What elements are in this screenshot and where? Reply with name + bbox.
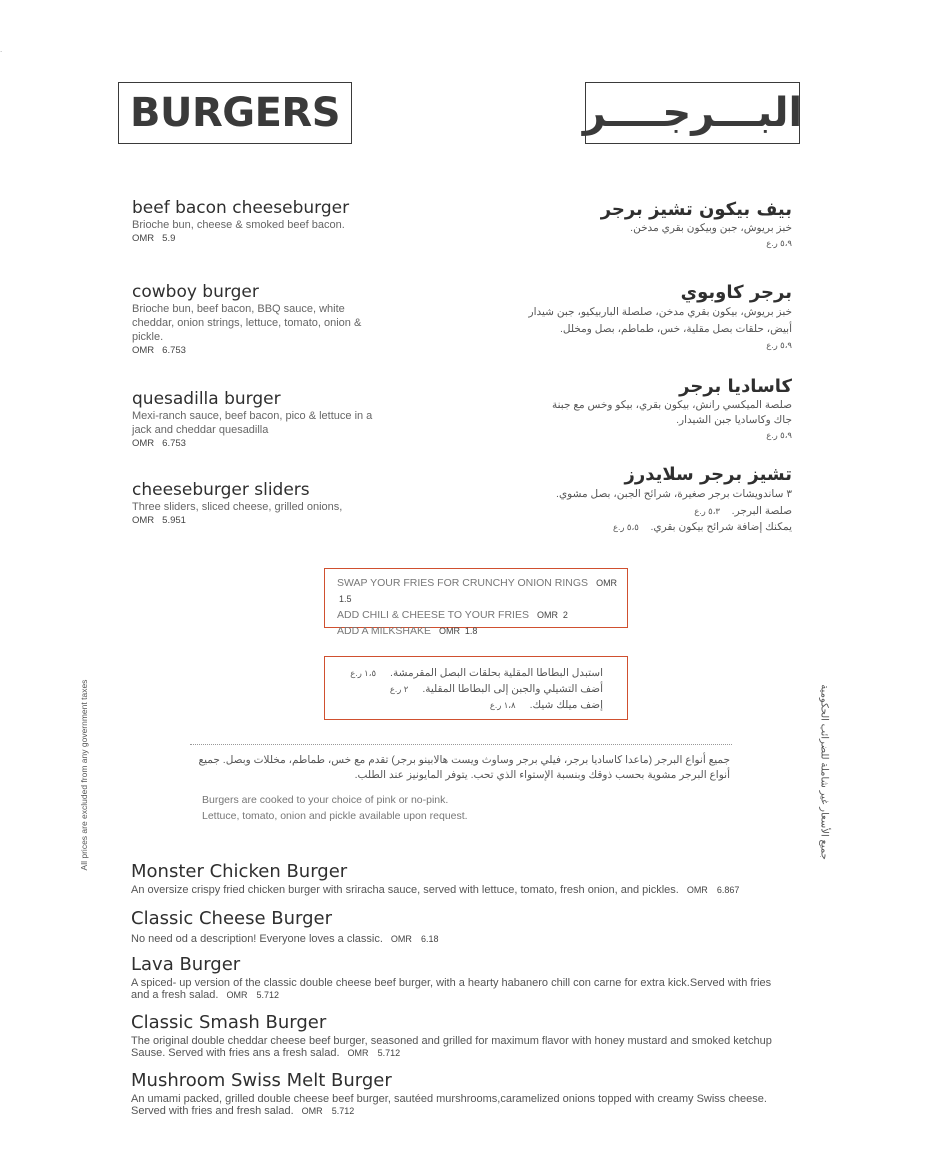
menu-item-ar: [522, 376, 792, 442]
item-desc-ar: خبز بريوش، بيكون بقري مدخن، صلصلة الباربيكيو، جبن شيدار: [528, 306, 792, 318]
item-desc: Mexi-ranch sauce, beef bacon, pico & lettuce in a jack and cheddar quesadilla: [132, 410, 373, 436]
title-box-en: [118, 82, 352, 144]
item-desc-ar: [492, 503, 792, 520]
addon-line: [337, 607, 627, 623]
item-price-ar: ٥،٩ ر.ع: [766, 340, 792, 350]
desc-text: An umami packed, grilled double cheese beef burger, sautéed murshrooms,caramelized onions topped with creamy Swiss cheese. Served with fries and fresh salad.: [131, 1093, 767, 1117]
item-desc-ar: جاك وكاساديا جبن الشيدار.: [676, 414, 792, 426]
item-price-ar: ٥،٥ ر.ع: [612, 522, 639, 532]
item-desc-ar: أبيض، حلقات بصل مقلية، خس، طماطم، بصل ومخلل.: [559, 323, 792, 335]
item-desc: [131, 884, 791, 896]
item-desc: [131, 933, 791, 945]
item-price-ar: ٥،٩ ر.ع: [766, 430, 792, 440]
menu-item-big: [131, 954, 791, 1001]
addon-line-ar: [325, 665, 603, 681]
item-name: Classic Smash Burger: [131, 1012, 327, 1033]
desc-label: يمكنك إضافة شرائح بيكون بقري.: [650, 521, 792, 533]
addon-price: 2: [562, 610, 568, 620]
item-price: 6.753: [162, 438, 186, 449]
section-title-en: BURGERS: [129, 90, 341, 136]
menu-item-ar: [492, 464, 792, 534]
item-price-row: [132, 515, 377, 526]
burger-note-en: [202, 792, 662, 824]
currency: OMR: [347, 1048, 369, 1058]
item-name-ar: برجر كاوبوي: [680, 282, 792, 303]
menu-item-en: [132, 198, 377, 244]
item-desc: [131, 977, 791, 1001]
item-desc-ar: [492, 520, 792, 534]
item-price-row: [132, 233, 377, 244]
item-name: cheeseburger sliders: [132, 480, 310, 500]
menu-item-big: [131, 1070, 791, 1117]
addon-line: [337, 623, 627, 639]
addon-label: ADD A MILKSHAKE: [337, 625, 431, 637]
item-price: 6.753: [162, 345, 186, 356]
menu-item-en: [132, 282, 377, 356]
item-price-ar: ٥،٣ ر.ع: [694, 506, 720, 516]
addon-label-ar: أضف التشيلي والجبن إلى البطاطا المقلية.: [422, 683, 603, 695]
item-desc: [131, 1035, 791, 1059]
item-desc-ar: خبز بريوش، جبن وبيكون بقري مدخن.: [630, 222, 792, 234]
item-desc: Three sliders, sliced cheese, grilled onions,: [132, 501, 343, 513]
section-title-ar: البـــرجــــر: [582, 90, 803, 136]
menu-item-big: [131, 1012, 791, 1059]
addons-box-en: [324, 568, 628, 637]
currency: OMR: [132, 233, 155, 244]
item-price: 5.951: [162, 515, 186, 526]
item-name-ar: تشيز برجر سلايدرز: [624, 464, 792, 485]
item-name-ar: كاساديا برجر: [679, 376, 792, 397]
item-price: 6.18: [420, 934, 439, 944]
item-name: cowboy burger: [132, 282, 259, 302]
addon-label-ar: استبدل البطاطا المقلية بحلقات البصل المقرمشة.: [390, 667, 603, 679]
addon-line-ar: [325, 697, 603, 713]
item-desc: Brioche bun, beef bacon, BBQ sauce, white cheddar, onion strings, lettuce, tomato, onion & pickle.: [132, 303, 362, 343]
item-name: Lava Burger: [131, 954, 241, 975]
item-name: Classic Cheese Burger: [131, 908, 333, 929]
item-desc-ar: ٣ ساندويشات برجر صغيرة، شرائح الجبن، بصل مشوي.: [556, 488, 792, 500]
addon-line: [337, 575, 627, 607]
currency: OMR: [301, 1106, 323, 1116]
desc-text: An oversize crispy fried chicken burger with sriracha sauce, served with lettuce, tomato, fresh onion, and pickles.: [131, 884, 679, 896]
currency: OMR: [686, 885, 708, 895]
note-line: Lettuce, tomato, onion and pickle available upon request.: [202, 810, 468, 822]
item-price: 5.9: [162, 233, 176, 244]
item-price-ar: ٥،٩ ر.ع: [766, 238, 792, 248]
item-name-ar: بيف بيكون تشيز برجر: [600, 199, 792, 220]
addon-price: 1.8: [464, 626, 478, 636]
dotted-divider: [190, 744, 732, 745]
addon-price: 1.5: [339, 594, 352, 604]
item-name: quesadilla burger: [132, 389, 281, 409]
menu-item-big: [131, 861, 791, 896]
item-name: Monster Chicken Burger: [131, 861, 348, 882]
menu-item-ar: [492, 282, 792, 352]
addon-price-ar: ١،٨ ر.ع: [489, 700, 516, 710]
currency: OMR: [132, 515, 155, 526]
item-price-row: [132, 345, 377, 356]
note-line: Burgers are cooked to your choice of pink or no-pink.: [202, 794, 449, 806]
menu-item-en: [132, 480, 377, 526]
addon-label: ADD CHILI & CHEESE TO YOUR FRIES: [337, 609, 529, 621]
item-price-row: [132, 438, 377, 449]
item-desc-ar: صلصة الميكسي رانش، بيكون بقري، بيكو وخس مع جبنة: [551, 399, 792, 411]
desc-text: The original double cheddar cheese beef burger, seasoned and grilled for maximum flavor with honey mustard and smoked ketchup Sause. Served with fries ans a fresh salad.: [131, 1035, 772, 1059]
addon-line-ar: [325, 681, 603, 697]
addon-price-ar: ٢ ر.ع: [389, 684, 409, 694]
currency: OMR: [132, 438, 155, 449]
addon-currency: OMR: [596, 578, 618, 588]
item-desc: Brioche bun, cheese & smoked beef bacon.: [132, 219, 345, 231]
addon-label: SWAP YOUR FRIES FOR CRUNCHY ONION RINGS: [337, 577, 589, 589]
menu-item-ar: [522, 199, 792, 250]
item-price: 5.712: [377, 1048, 401, 1058]
addon-price-ar: ١،٥ ر.ع: [350, 668, 377, 678]
desc-text: No need od a description! Everyone loves a classic.: [131, 933, 383, 945]
addon-currency: OMR: [438, 626, 460, 636]
item-price: 5.712: [256, 990, 280, 1000]
desc-label: صلصة البرجر.: [731, 505, 792, 517]
currency: OMR: [226, 990, 248, 1000]
menu-item-en: [132, 389, 377, 449]
addons-box-ar: [324, 656, 628, 720]
desc-text: A spiced- up version of the classic double cheese beef burger, with a hearty habanero chill con carne for extra kick.Served with fries and a fresh salad.: [131, 977, 772, 1001]
tax-disclaimer-en: All prices are excluded from any government taxes: [79, 679, 89, 871]
item-name: beef bacon cheeseburger: [132, 198, 350, 218]
item-price: 5.712: [331, 1106, 355, 1116]
page-corner-mark: .: [0, 45, 3, 54]
currency: OMR: [390, 934, 412, 944]
menu-item-big: [131, 908, 791, 945]
addon-currency: OMR: [536, 610, 558, 620]
item-desc: [131, 1093, 791, 1117]
currency: OMR: [132, 345, 155, 356]
tax-disclaimer-ar: جميع الأسعار غير شاملة للضرائب الحكومية: [818, 684, 830, 860]
addon-label-ar: إضف ميلك شيك.: [529, 699, 603, 711]
item-price: 6.867: [716, 885, 740, 895]
item-name: Mushroom Swiss Melt Burger: [131, 1070, 392, 1091]
title-box-ar: [582, 82, 803, 144]
burger-note-ar: جميع أنواع البرجر (ماعدا كاساديا برجر، فيلي برجر وساوث ويست هالابينو برجر) تقدم مع خس، طماطم، مخللات وبصل. جميع أنواع البرجر مشوية بحسب ذوقك وبنسبة الإستواء الذي تحب. يتوفر المايونيز عند الطلب.: [198, 754, 730, 781]
